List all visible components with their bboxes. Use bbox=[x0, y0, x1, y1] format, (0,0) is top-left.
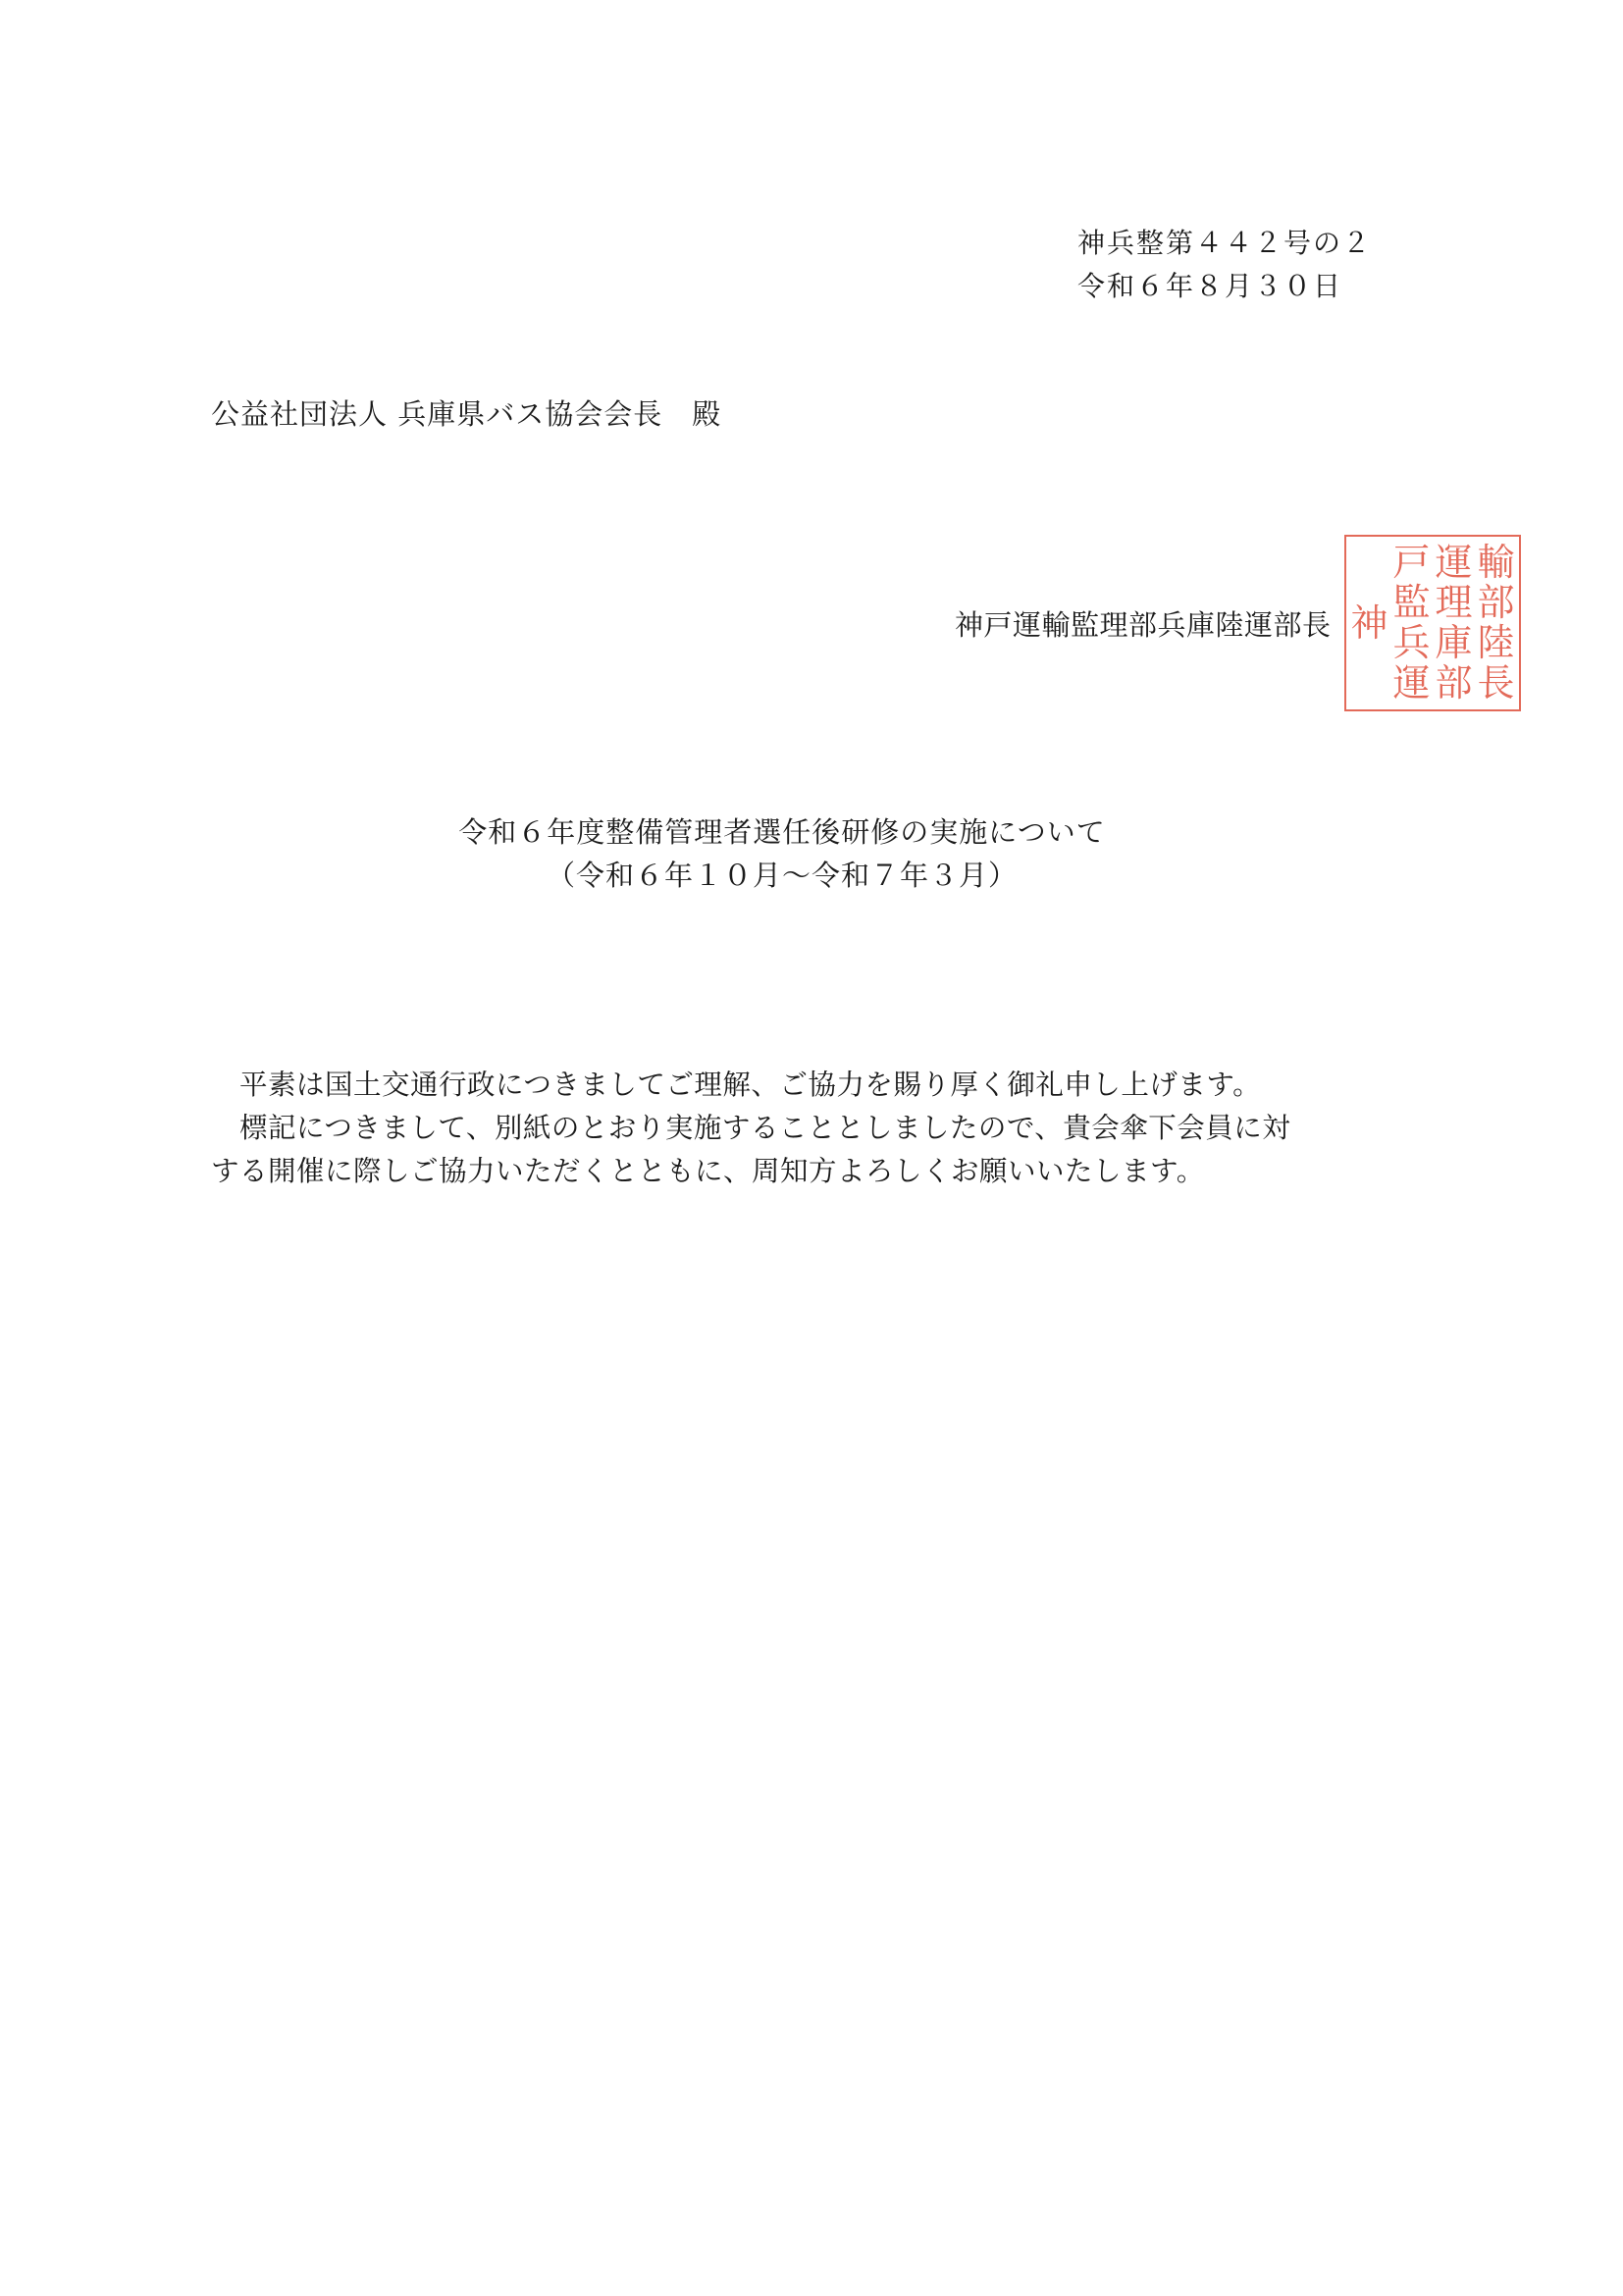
body-line: する開催に際しご協力いただくとともに、周知方よろしくお願いいたします。 bbox=[211, 1155, 1205, 1187]
seal-char: 神 bbox=[1350, 600, 1388, 645]
document-subtitle: （令和６年１０月～令和７年３月） bbox=[546, 859, 1018, 892]
seal-char: 理 bbox=[1435, 581, 1473, 624]
seal-column bbox=[1477, 543, 1514, 704]
sender: 神戸運輸監理部兵庫陸運部長 bbox=[955, 608, 1332, 642]
seal-char: 陸 bbox=[1477, 621, 1515, 664]
seal-char: 長 bbox=[1477, 661, 1515, 704]
recipient: 公益社団法人 兵庫県バス協会会長 殿 bbox=[211, 397, 722, 431]
seal-column bbox=[1392, 543, 1430, 704]
seal-char: 部 bbox=[1477, 581, 1515, 624]
seal-column bbox=[1435, 543, 1472, 704]
seal-char: 兵 bbox=[1392, 621, 1431, 664]
body-text bbox=[211, 1064, 1418, 1193]
official-seal bbox=[1344, 535, 1521, 711]
seal-char: 庫 bbox=[1435, 621, 1473, 664]
document-title: 令和６年度整備管理者選任後研修の実施について bbox=[458, 815, 1106, 849]
body-line: 平素は国土交通行政につきましてご理解、ご協力を賜り厚く御礼申し上げます。 bbox=[211, 1069, 1262, 1101]
seal-char: 運 bbox=[1435, 541, 1473, 584]
seal-char: 監 bbox=[1392, 581, 1431, 624]
body-line: 標記につきまして、別紙のとおり実施することとしましたので、貴会傘下会員に対 bbox=[211, 1112, 1291, 1144]
seal-char: 部 bbox=[1435, 661, 1473, 704]
seal-char: 輸 bbox=[1477, 541, 1515, 584]
seal-char: 戸 bbox=[1392, 541, 1431, 584]
seal-char: 運 bbox=[1392, 661, 1431, 704]
document-number: 神兵整第４４２号の２ bbox=[1077, 227, 1373, 259]
seal-column bbox=[1350, 600, 1388, 645]
document-date: 令和６年８月３０日 bbox=[1077, 270, 1343, 302]
